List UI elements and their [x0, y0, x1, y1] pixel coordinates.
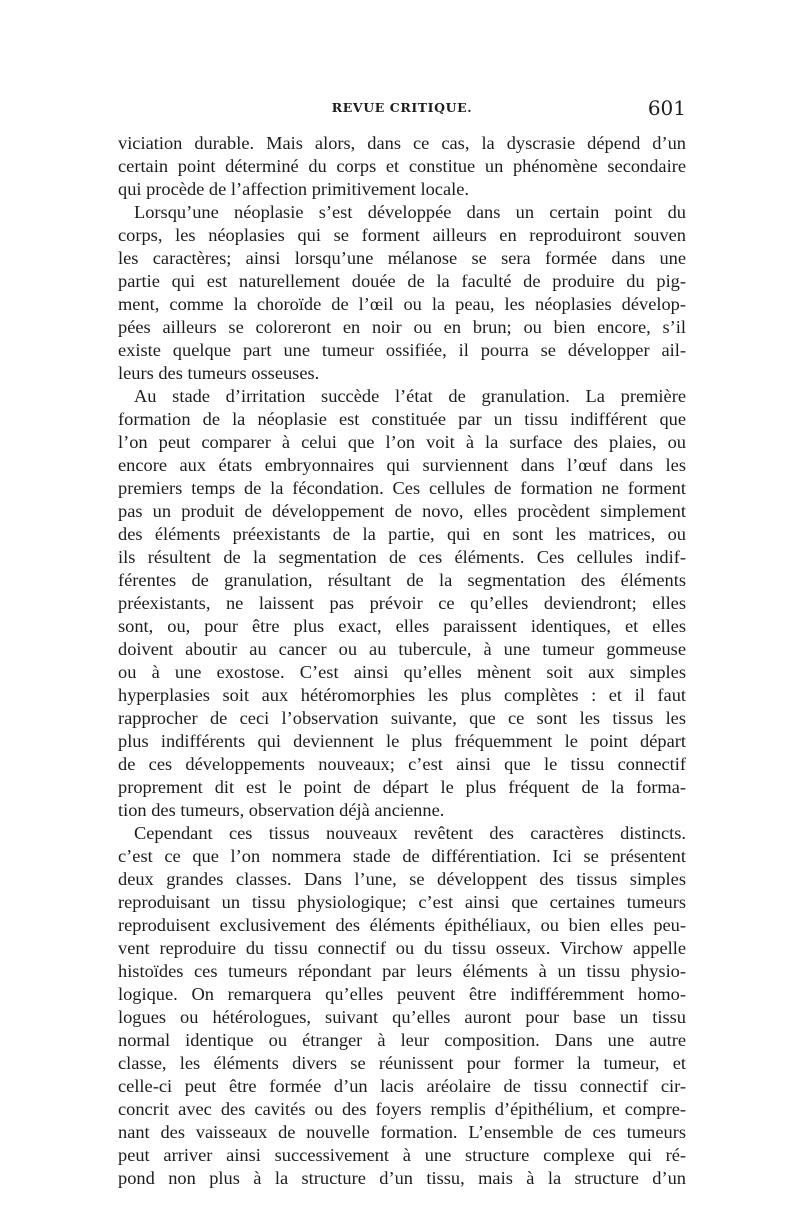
text-line: concrit avec des cavités ou des foyers remplis d’épithélium, et compre- — [118, 1099, 686, 1119]
body-text — [118, 132, 686, 1190]
page-header — [118, 96, 686, 126]
text-line: vent reproduire du tissu connectif ou du tissu osseux. Virchow appelle — [118, 938, 686, 958]
text-line: doivent aboutir au cancer ou au tubercule, à une tumeur gommeuse — [118, 639, 686, 659]
text-line: leurs des tumeurs osseuses. — [118, 363, 320, 383]
text-line: Au stade d’irritation succède l’état de granulation. La première — [134, 386, 686, 406]
text-line: peut arriver ainsi successivement à une structure complexe qui ré- — [118, 1145, 686, 1165]
text-line: celle-ci peut être formée d’un lacis aréolaire de tissu connectif cir- — [118, 1076, 686, 1096]
text-line: corps, les néoplasies qui se forment ailleurs en reproduiront souven — [118, 225, 686, 245]
text-line: qui procède de l’affection primitivement locale. — [118, 179, 469, 199]
text-line: viciation durable. Mais alors, dans ce cas, la dyscrasie dépend d’un — [118, 133, 686, 153]
text-line: c’est ce que l’on nommera stade de différentiation. Ici se présentent — [118, 846, 686, 866]
text-line: logues ou hétérologues, suivant qu’elles auront pour base un tissu — [118, 1007, 686, 1027]
text-line: encore aux états embryonnaires qui surviennent dans l’œuf dans les — [118, 455, 686, 475]
text-line: formation de la néoplasie est constituée par un tissu indifférent que — [118, 409, 686, 429]
text-line: de ces développements nouveaux; c’est ainsi que le tissu connectif — [118, 754, 686, 774]
text-line: pas un produit de développement de novo, elles procèdent simplement — [118, 501, 686, 521]
page-number: 601 — [647, 96, 686, 120]
text-line: hyperplasies soit aux hétéromorphies les plus complètes : et il faut — [118, 685, 686, 705]
text-line: histoïdes ces tumeurs répondant par leurs éléments à un tissu physio- — [118, 961, 686, 981]
text-line: des éléments préexistants de la partie, qui en sont les matrices, ou — [118, 524, 686, 544]
running-title: REVUE CRITIQUE. — [331, 100, 473, 115]
text-line: deux grandes classes. Dans l’une, se développent des tissus simples — [118, 869, 686, 889]
text-line: classe, les éléments divers se réunissent pour former la tumeur, et — [118, 1053, 686, 1073]
text-line: partie qui est naturellement douée de la faculté de produire du pig- — [118, 271, 686, 291]
text-line: certain point déterminé du corps et constitue un phénomène secondaire — [118, 156, 686, 176]
text-line: logique. On remarquera qu’elles peuvent être indifféremment homo- — [118, 984, 686, 1004]
text-line: Cependant ces tissus nouveaux revêtent des caractères distincts. — [134, 823, 686, 843]
text-line: nant des vaisseaux de nouvelle formation. L’ensemble de ces tumeurs — [118, 1122, 686, 1142]
text-line: Lorsqu’une néoplasie s’est développée dans un certain point du — [134, 202, 686, 222]
text-line: préexistants, ne laissent pas prévoir ce qu’elles deviendront; elles — [118, 593, 686, 613]
text-line: pond non plus à la structure d’un tissu, mais à la structure d’un — [118, 1168, 686, 1188]
text-line: tion des tumeurs, observation déjà ancienne. — [118, 800, 445, 820]
text-line: reproduisent exclusivement des éléments épithéliaux, ou bien elles peu- — [118, 915, 686, 935]
text-line: premiers temps de la fécondation. Ces cellules de formation ne forment — [118, 478, 686, 498]
text-line: ment, comme la choroïde de l’œil ou la peau, les néoplasies dévelop- — [118, 294, 686, 314]
text-line: proprement dit est le point de départ le plus fréquent de la forma- — [118, 777, 686, 797]
text-line: pées ailleurs se coloreront en noir ou en brun; ou bien encore, s’il — [118, 317, 686, 337]
text-line: les caractères; ainsi lorsqu’une mélanose se sera formée dans une — [118, 248, 686, 268]
text-line: ils résultent de la segmentation de ces éléments. Ces cellules indif- — [118, 547, 686, 567]
text-line: reproduisant un tissu physiologique; c’est ainsi que certaines tumeurs — [118, 892, 686, 912]
text-line: normal identique ou étranger à leur composition. Dans une autre — [118, 1030, 686, 1050]
text-line: l’on peut comparer à celui que l’on voit à la surface des plaies, ou — [118, 432, 686, 452]
text-line: existe quelque part une tumeur ossifiée, il pourra se développer ail- — [118, 340, 686, 360]
text-line: plus indifférents qui deviennent le plus fréquemment le point départ — [118, 731, 686, 751]
text-line: férentes de granulation, résultant de la segmentation des éléments — [118, 570, 686, 590]
text-line: sont, ou, pour être plus exact, elles paraissent identiques, et elles — [118, 616, 686, 636]
text-line: rapprocher de ceci l’observation suivante, que ce sont les tissus les — [118, 708, 686, 728]
text-line: ou à une exostose. C’est ainsi qu’elles mènent soit aux simples — [118, 662, 686, 682]
